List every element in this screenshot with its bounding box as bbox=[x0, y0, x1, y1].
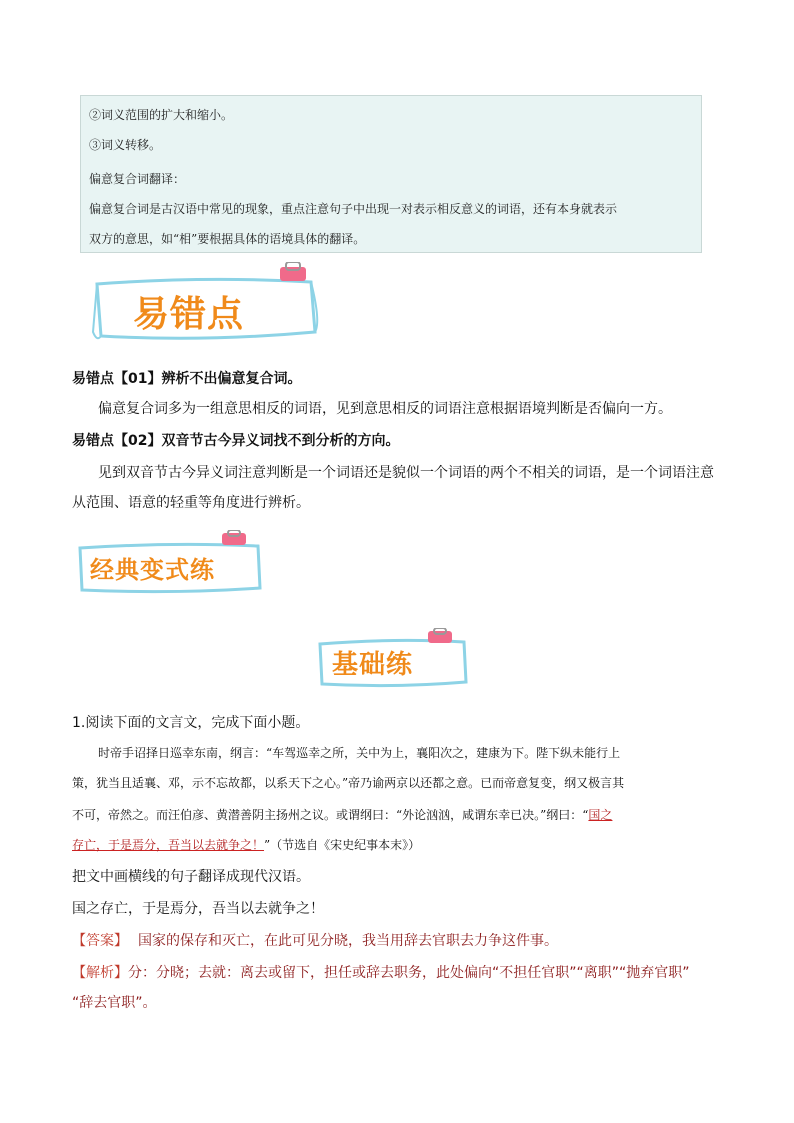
error-point-2-title: 易错点【02】双音节古今异义词找不到分析的方向。 bbox=[72, 433, 400, 449]
box-line: 偏意复合词翻译： bbox=[89, 172, 186, 186]
question-intro: 1.阅读下面的文言文，完成下面小题。 bbox=[72, 715, 310, 731]
banner-classic bbox=[72, 530, 272, 600]
underlined-sentence: 国之 bbox=[588, 808, 613, 822]
analysis-text: “辞去官职”。 bbox=[72, 995, 157, 1011]
analysis-line bbox=[72, 962, 690, 982]
answer-text: 国家的保存和灭亡，在此可见分晓，我当用辞去官职去力争这件事。 bbox=[138, 933, 558, 949]
passage-line: 时帝手诏择日巡幸东南，纲言：“车驾巡幸之所，关中为上，襄阳次之，建康为下。陛下纵未能行上 bbox=[98, 746, 621, 760]
answer-line bbox=[72, 930, 558, 950]
error-point-2-body: 见到双音节古今异义词注意判断是一个词语还是貌似一个词语的两个不相关的词语，是一个词语注意 bbox=[98, 465, 714, 481]
underlined-sentence: 存亡，于是焉分，吾当以去就争之！ bbox=[72, 838, 265, 852]
box-line: ②词义范围的扩大和缩小。 bbox=[89, 108, 234, 122]
banner-error-points bbox=[85, 262, 325, 352]
target-sentence: 国之存亡，于是焉分，吾当以去就争之！ bbox=[72, 901, 324, 917]
question-task: 把文中画横线的句子翻译成现代汉语。 bbox=[72, 869, 310, 885]
box-line: 偏意复合词是古汉语中常见的现象，重点注意句子中出现一对表示相反意义的词语，还有本身就表示 bbox=[89, 202, 618, 216]
knowledge-box bbox=[80, 95, 702, 253]
analysis-label: 【解析】 bbox=[72, 965, 128, 981]
passage-line: 策，犹当且适襄、邓，示不忘故都，以系天下之心。”帝乃谕两京以还都之意。已而帝意复变，纲又极言其 bbox=[72, 776, 625, 790]
banner-basic bbox=[314, 628, 474, 692]
error-point-2-body: 从范围、语意的轻重等角度进行辨析。 bbox=[72, 495, 310, 511]
passage-line: 存亡，于是焉分，吾当以去就争之！”（节选自《宋史纪事本末》） bbox=[72, 838, 421, 852]
error-point-1-body: 偏意复合词多为一组意思相反的词语，见到意思相反的词语注意根据语境判断是否偏向一方。 bbox=[98, 401, 672, 417]
box-line: ③词义转移。 bbox=[89, 138, 162, 152]
banner-title: 基础练 bbox=[332, 650, 414, 680]
passage-line: 不可，帝然之。而汪伯彦、黄潜善阴主扬州之议。或谓纲曰：“外论汹汹，咸谓东幸已决。”纲曰：“国之 bbox=[72, 808, 613, 822]
analysis-text: 分：分晓；去就：离去或留下，担任或辞去职务，此处偏向“不担任官职”“离职”“抛弃官职” bbox=[128, 965, 690, 981]
error-point-1-title: 易错点【01】辨析不出偏意复合词。 bbox=[72, 371, 302, 387]
banner-title: 易错点 bbox=[133, 293, 245, 335]
box-line: 双方的意思，如“相”要根据具体的语境具体的翻译。 bbox=[89, 232, 366, 246]
banner-title: 经典变式练 bbox=[90, 555, 215, 584]
answer-label: 【答案】 bbox=[72, 933, 128, 949]
